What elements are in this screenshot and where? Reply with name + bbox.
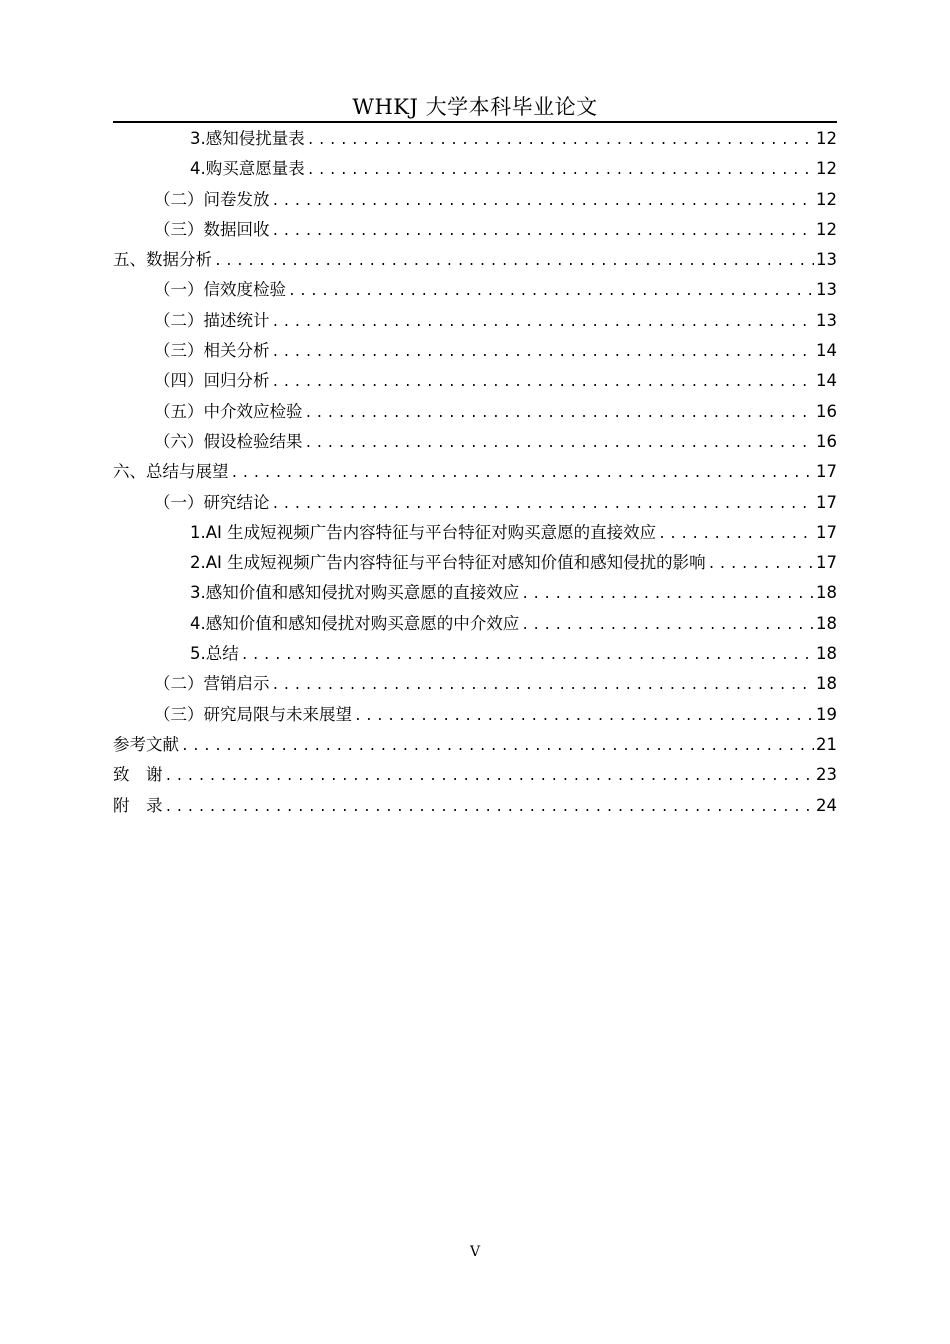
toc-dot-leader bbox=[272, 490, 815, 518]
toc-dot-leader bbox=[241, 641, 814, 669]
toc-entry-page: 18 bbox=[816, 674, 837, 694]
toc-entry-page: 21 bbox=[816, 734, 837, 754]
toc-entry-label: （二）营销启示 bbox=[154, 674, 270, 694]
toc-dot-leader bbox=[307, 126, 814, 154]
toc-entry-page: 17 bbox=[816, 492, 837, 512]
toc-entry-label: 致 谢 bbox=[113, 765, 163, 785]
page-header-title: WHKJ 大学本科毕业论文 bbox=[352, 95, 598, 119]
toc-entry-page: 16 bbox=[816, 401, 837, 421]
page-number: V bbox=[469, 1244, 481, 1260]
toc-dot-leader bbox=[521, 611, 814, 639]
toc-dot-leader bbox=[165, 762, 815, 790]
toc-entry-label: 5.总结 bbox=[190, 644, 239, 664]
toc-entry-page: 13 bbox=[816, 310, 837, 330]
toc-entry-page: 13 bbox=[816, 250, 837, 270]
toc-entry-page: 12 bbox=[816, 159, 837, 179]
toc-entry-label: （三）研究局限与未来展望 bbox=[154, 704, 352, 724]
toc-entry[interactable] bbox=[113, 185, 837, 215]
toc-entry[interactable] bbox=[113, 669, 837, 699]
toc-entry-label: 参考文献 bbox=[113, 734, 179, 754]
toc-entry[interactable] bbox=[113, 700, 837, 730]
toc-entry-label: （五）中介效应检验 bbox=[154, 401, 303, 421]
toc-entry-label: 3.感知价值和感知侵扰对购买意愿的直接效应 bbox=[190, 583, 520, 603]
toc-entry[interactable] bbox=[113, 548, 837, 578]
toc-entry-page: 17 bbox=[816, 462, 837, 482]
toc-entry-label: （四）回归分析 bbox=[154, 371, 270, 391]
toc-entry-page: 24 bbox=[816, 795, 837, 815]
toc-entry-label: 附 录 bbox=[113, 795, 163, 815]
toc-entry-label: 4.感知价值和感知侵扰对购买意愿的中介效应 bbox=[190, 613, 520, 633]
toc-entry-label: （一）研究结论 bbox=[154, 492, 270, 512]
toc-entry-page: 23 bbox=[816, 765, 837, 785]
toc-entry-label: 3.感知侵扰量表 bbox=[190, 129, 305, 148]
toc-entry-page: 14 bbox=[816, 341, 837, 361]
toc-entry-label: （二）问卷发放 bbox=[154, 189, 270, 209]
toc-entry-label: 五、数据分析 bbox=[113, 250, 212, 270]
toc-dot-leader bbox=[181, 732, 814, 760]
toc-entry-label: （一）信效度检验 bbox=[154, 280, 286, 300]
toc-entry[interactable] bbox=[113, 457, 837, 487]
toc-entry-page: 13 bbox=[816, 280, 837, 300]
toc-entry-page: 14 bbox=[816, 371, 837, 391]
toc-entry[interactable] bbox=[113, 488, 837, 518]
toc-dot-leader bbox=[231, 459, 815, 487]
toc-entry[interactable] bbox=[113, 275, 837, 305]
toc-entry-page: 18 bbox=[816, 583, 837, 603]
toc-entry-page: 18 bbox=[816, 613, 837, 633]
toc-entry[interactable] bbox=[113, 639, 837, 669]
toc-entry-label: 4.购买意愿量表 bbox=[190, 159, 305, 179]
toc-entry[interactable] bbox=[113, 518, 837, 548]
toc-entry[interactable] bbox=[113, 578, 837, 608]
toc-entry-page: 12 bbox=[816, 129, 837, 148]
toc-entry-page: 12 bbox=[816, 189, 837, 209]
toc-entry-page: 17 bbox=[816, 553, 837, 573]
toc-dot-leader bbox=[307, 156, 814, 184]
toc-entry[interactable] bbox=[113, 366, 837, 396]
toc-dot-leader bbox=[708, 550, 814, 578]
toc-entry[interactable] bbox=[113, 397, 837, 427]
toc-entry-label: 1.AI 生成短视频广告内容特征与平台特征对购买意愿的直接效应 bbox=[190, 522, 657, 542]
toc-dot-leader bbox=[272, 338, 815, 366]
toc-dot-leader bbox=[272, 217, 815, 245]
toc-dot-leader bbox=[305, 399, 815, 427]
toc-dot-leader bbox=[288, 277, 814, 305]
toc-entry-page: 16 bbox=[816, 431, 837, 451]
toc-entry[interactable] bbox=[113, 760, 837, 790]
toc-entry-label: （六）假设检验结果 bbox=[154, 431, 303, 451]
toc-entry[interactable] bbox=[113, 609, 837, 639]
toc-dot-leader bbox=[272, 187, 815, 215]
toc-entry[interactable] bbox=[113, 215, 837, 245]
toc-entry[interactable] bbox=[113, 791, 837, 821]
toc-dot-leader bbox=[272, 368, 815, 396]
toc-dot-leader bbox=[521, 580, 814, 608]
toc-entry-label: 2.AI 生成短视频广告内容特征与平台特征对感知价值和感知侵扰的影响 bbox=[190, 553, 706, 573]
header-rule bbox=[113, 121, 837, 123]
toc-entry-label: （二）描述统计 bbox=[154, 310, 270, 330]
toc-dot-leader bbox=[272, 308, 815, 336]
toc-entry[interactable] bbox=[113, 124, 837, 154]
toc-dot-leader bbox=[165, 793, 815, 821]
toc-dot-leader bbox=[658, 520, 814, 548]
toc-entry-page: 12 bbox=[816, 219, 837, 239]
toc-entry[interactable] bbox=[113, 154, 837, 184]
toc-entry-label: （三）相关分析 bbox=[154, 341, 270, 361]
toc-entry[interactable] bbox=[113, 336, 837, 366]
toc-entry-page: 18 bbox=[816, 644, 837, 664]
toc-entry[interactable] bbox=[113, 730, 837, 760]
toc-entry-page: 17 bbox=[816, 522, 837, 542]
toc-entry-label: （三）数据回收 bbox=[154, 219, 270, 239]
toc-entry-label: 六、总结与展望 bbox=[113, 462, 229, 482]
toc-entry[interactable] bbox=[113, 306, 837, 336]
toc-dot-leader bbox=[305, 429, 815, 457]
toc-entry-page: 19 bbox=[816, 704, 837, 724]
toc-dot-leader bbox=[354, 702, 814, 730]
toc-dot-leader bbox=[272, 671, 815, 699]
toc-dot-leader bbox=[214, 247, 814, 275]
toc-entry[interactable] bbox=[113, 427, 837, 457]
toc-entry[interactable] bbox=[113, 245, 837, 275]
table-of-contents bbox=[113, 124, 837, 821]
